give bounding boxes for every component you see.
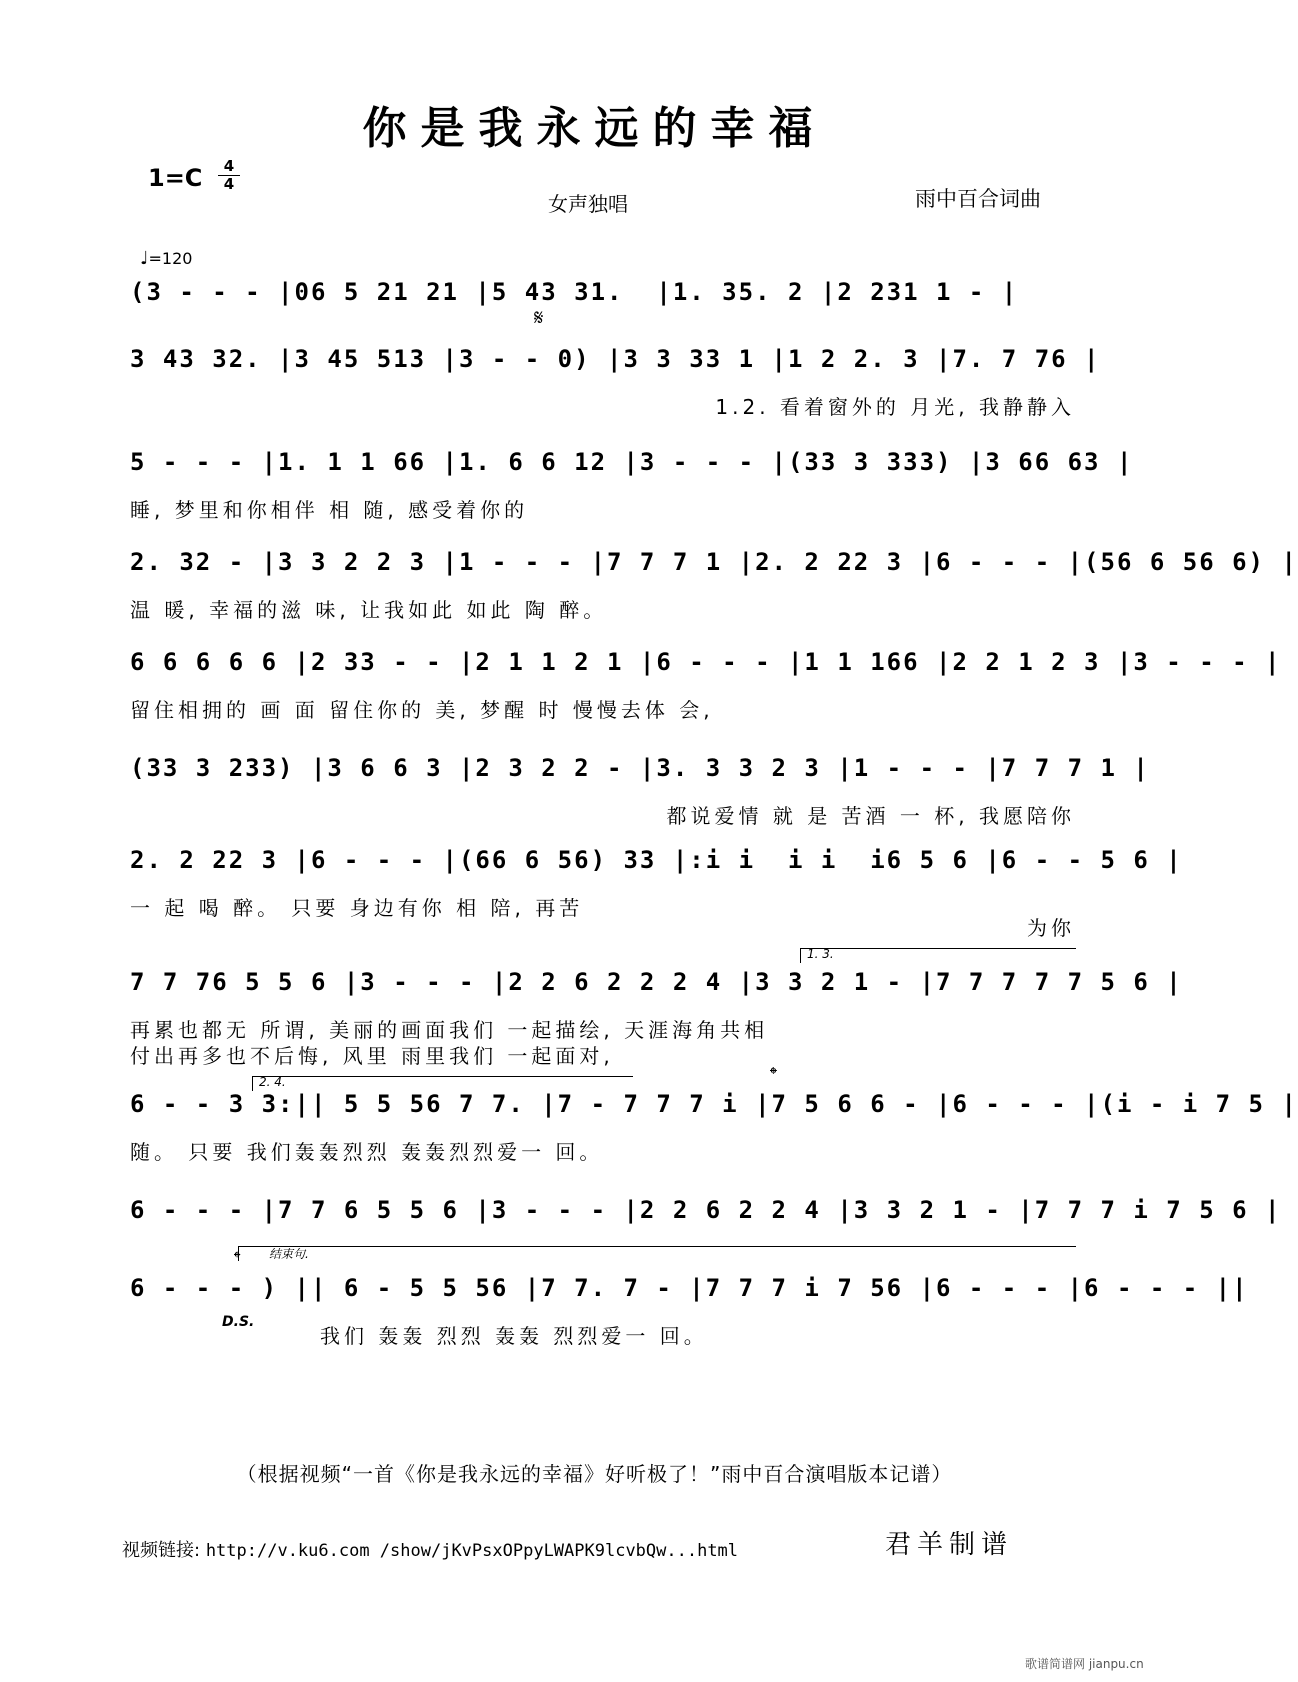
notation-line: 6 - - - ) || 6 - 5 5 56 |7 7. 7 - |7 7 7 i 7 56 |6 - - - |6 - - - || xyxy=(130,1274,1249,1302)
notation-line: 2. 2 22 3 |6 - - - |(66 6 56) 33 |:i i i i i6 5 6 |6 - - 5 6 | xyxy=(130,846,1183,874)
tempo-value: =120 xyxy=(148,249,193,268)
lyric-line-2: 为你 xyxy=(1027,916,1075,940)
segno-icon: 𝄋 xyxy=(534,306,544,331)
ending-bracket: 结束句. xyxy=(238,1246,1076,1261)
score-row-2 xyxy=(130,345,1101,465)
score-row-11 xyxy=(130,1247,1249,1394)
notation-line: (3 - - - |06 5 21 21 |5 43 31. |1. 35. 2 |2 231 1 - | xyxy=(130,278,1019,306)
notation-line: 6 - - - |7 7 6 5 5 6 |3 - - - |2 2 6 2 2 4 |3 3 2 1 - |7 7 7 i 7 5 6 | xyxy=(130,1196,1282,1224)
video-link-line xyxy=(122,1536,738,1562)
notation-line: 2. 32 - |3 3 2 2 3 |1 - - - |7 7 7 1 |2. 2 22 3 |6 - - - |(56 6 56 6) | xyxy=(130,548,1298,576)
lyric-line-2: 付出再多也不后悔, 风里 雨里我们 一起面对, xyxy=(130,1044,614,1068)
notation-line: 5 - - - |1. 1 1 66 |1. 6 6 12 |3 - - - |(33 3 333) |3 66 63 | xyxy=(130,448,1134,476)
composer-credit: 雨中百合词曲 xyxy=(915,187,1041,211)
lyric-line: 我们 轰轰 烈烈 轰轰 烈烈爱一 回。 xyxy=(320,1324,708,1348)
ds-mark: D.S. xyxy=(222,1314,255,1330)
notation-line: 3 43 32. |3 45 513 |3 - - 0) |3 3 33 1 |1 2 2. 3 |7. 7 76 | xyxy=(130,345,1101,373)
coda-icon-end: 𝄌 xyxy=(234,1248,241,1269)
lyric-line: 都说爱情 就 是 苦酒 一 杯, 我愿陪你 xyxy=(666,804,1075,828)
notation-line: 7 7 76 5 5 6 |3 - - - |2 2 6 2 2 2 4 |3 3 2 1 - |7 7 7 7 7 5 6 | xyxy=(130,968,1183,996)
volta-2-4: 2. 4. xyxy=(252,1076,633,1091)
key-signature: 1=C xyxy=(148,164,203,192)
volta-1-3: 1. 3. xyxy=(800,948,1076,963)
meter-bottom: 4 xyxy=(218,175,240,193)
notation-line: 6 6 6 6 6 |2 33 - - |2 1 1 2 1 |6 - - - |1 1 166 |2 2 1 2 3 |3 - - - | xyxy=(130,648,1282,676)
source-note: （根据视频“一首《你是我永远的幸福》好听极了！”雨中百合演唱版本记谱） xyxy=(236,1462,953,1486)
coda-icon: 𝄌 xyxy=(770,1062,777,1086)
video-link-url[interactable]: http://v.ku6.com /show/jKvPsxOPpyLWAPK9lcvbQw...html xyxy=(205,1541,739,1561)
lyric-line: 一 起 喝 醉。 只要 身边有你 相 陪, 再苦 xyxy=(130,896,584,920)
time-signature xyxy=(218,158,240,193)
tempo-mark xyxy=(140,248,192,269)
lyric-line: 再累也都无 所谓, 美丽的画面我们 一起描绘, 天涯海角共相 xyxy=(130,1018,769,1042)
performance-type: 女声独唱 xyxy=(548,192,628,216)
score-row-8 xyxy=(130,947,1183,1088)
lyric-line: 随。 只要 我们轰轰烈烈 轰轰烈烈爱一 回。 xyxy=(130,1140,604,1164)
quarter-note-icon: ♩ xyxy=(140,248,149,269)
lyric-line: 1.2. 看着窗外的 月光, 我静静入 xyxy=(715,395,1075,419)
lyric-line: 睡, 梦里和你相伴 相 随, 感受着你的 xyxy=(130,498,529,522)
lyric-line: 温 暖, 幸福的滋 味, 让我如此 如此 陶 醉。 xyxy=(130,598,608,622)
watermark: 歌谱简谱网 jianpu.cn xyxy=(1025,1657,1144,1671)
meter-top: 4 xyxy=(223,157,235,175)
notation-line: (33 3 233) |3 6 6 3 |2 3 2 2 - |3. 3 3 2 3 |1 - - - |7 7 7 1 | xyxy=(130,754,1150,782)
song-title: 你是我永远的幸福 xyxy=(362,103,827,154)
lyric-line: 留住相拥的 画 面 留住你的 美, 梦醒 时 慢慢去体 会, xyxy=(130,698,714,722)
notation-line: 6 - - 3 3:|| 5 5 56 7 7. |7 - 7 7 7 i |7 5 6 6 - |6 - - - |(i - i 7 5 | xyxy=(130,1090,1298,1118)
arranger-signature: 君羊制谱 xyxy=(885,1530,1014,1560)
video-link-label: 视频链接: xyxy=(122,1540,201,1561)
